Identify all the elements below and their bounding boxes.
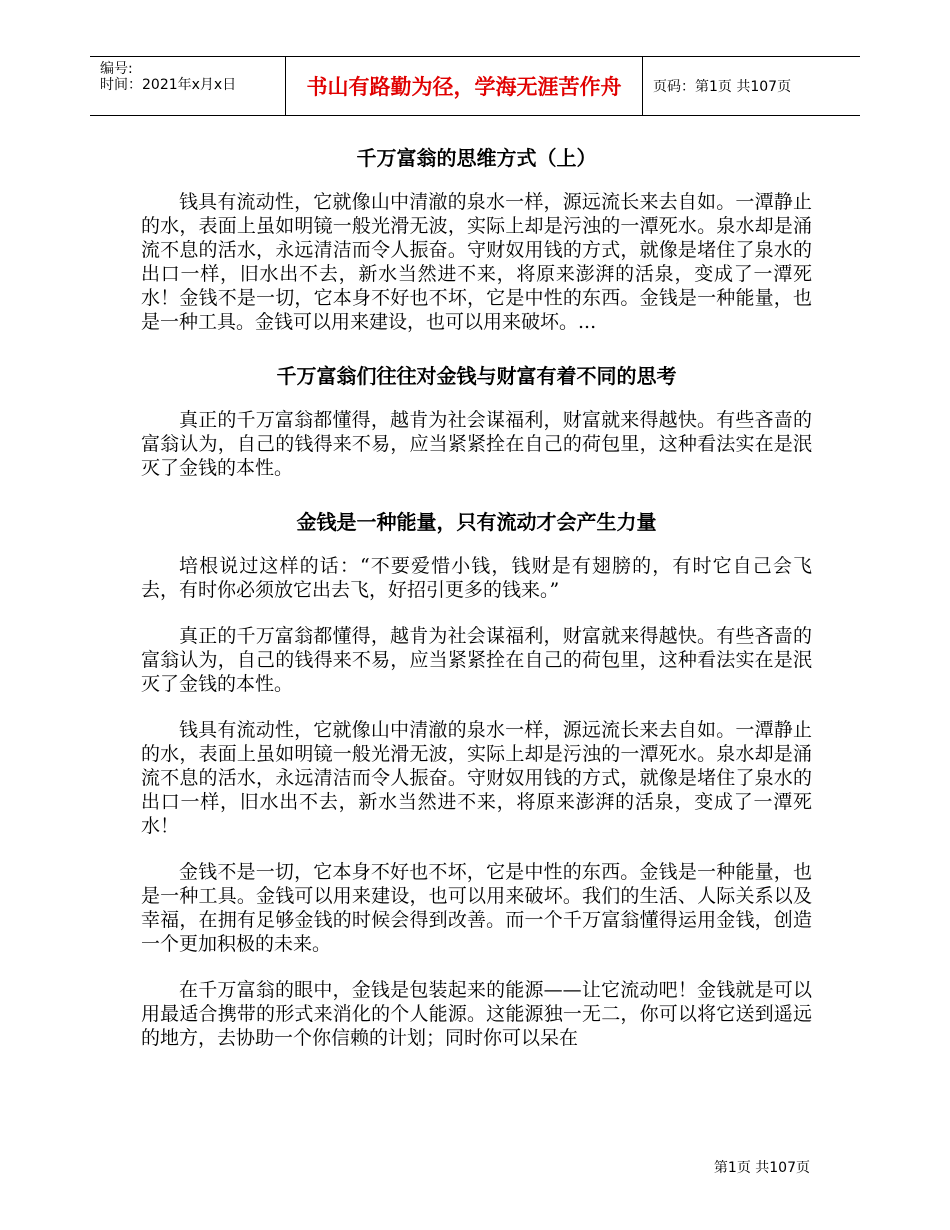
document-body [141, 130, 812, 1072]
document-title: 千万富翁的思维方式（上） [356, 146, 597, 170]
paragraph-6: 金钱不是一切，它本身不好也不坏，它是中性的东西。金钱是一种能量，也是一种工具。金钱可以用来建设，也可以用来破坏。我们的生活、人际关系以及幸福，在拥有足够金钱的时候会得到改善。而一个千万富翁懂得运用金钱，创造一个更加积极的未来。 [141, 861, 812, 955]
page-header [90, 56, 860, 116]
header-meta [90, 57, 285, 115]
header-page-info: 页码：第1页 共107页 [653, 79, 792, 95]
section-heading-2: 金钱是一种能量，只有流动才会产生力量 [296, 510, 657, 534]
paragraph-5: 钱具有流动性，它就像山中清澈的泉水一样，源远流长来去自如。一潭静止的水，表面上虽如明镜一般光滑无波，实际上却是污浊的一潭死水。泉水却是涌流不息的活水，永远清洁而令人振奋。守财奴用钱的方式，就像是堵住了泉水的出口一样，旧水出不去，新水当然进不来，将原来澎湃的活泉，变成了一潭死水！ [141, 719, 812, 837]
header-motto: 书山有路勤为径，学海无涯苦作舟 [285, 57, 643, 115]
serial-label: 编号: [100, 61, 133, 77]
paragraph-7: 在千万富翁的眼中，金钱是包装起来的能源——让它流动吧！金钱就是可以用最适合携带的形式来消化的个人能源。这能源独一无二，你可以将它送到遥远的地方，去协助一个你信赖的计划；同时你可以呆在 [141, 979, 812, 1049]
paragraph-3: 培根说过这样的话：“不要爱惜小钱，钱财是有翅膀的，有时它自己会飞去，有时你必须放它出去飞，好招引更多的钱来。” [141, 555, 812, 601]
paragraph-1: 钱具有流动性，它就像山中清澈的泉水一样，源远流长来去自如。一潭静止的水，表面上虽如明镜一般光滑无波，实际上却是污浊的一潭死水。泉水却是涌流不息的活水，永远清洁而令人振奋。守财奴用钱的方式，就像是堵住了泉水的出口一样，旧水出不去，新水当然进不来，将原来澎湃的活泉，变成了一潭死水！金钱不是一切，它本身不好也不坏，它是中性的东西。金钱是一种能量，也是一种工具。金钱可以用来建设，也可以用来破坏。... [141, 191, 812, 333]
page-footer: 第1页 共107页 [713, 1160, 810, 1176]
paragraph-2: 真正的千万富翁都懂得，越肯为社会谋福利，财富就来得越快。有些吝啬的富翁认为，自己的钱得来不易，应当紧紧拴在自己的荷包里，这种看法实在是泯灭了金钱的本性。 [141, 409, 812, 479]
paragraph-4: 真正的千万富翁都懂得，越肯为社会谋福利，财富就来得越快。有些吝啬的富翁认为，自己的钱得来不易，应当紧紧拴在自己的荷包里，这种看法实在是泯灭了金钱的本性。 [141, 625, 812, 695]
section-heading-1: 千万富翁们往往对金钱与财富有着不同的思考 [276, 364, 677, 388]
time-label: 时间：2021年x月x日 [100, 77, 237, 93]
